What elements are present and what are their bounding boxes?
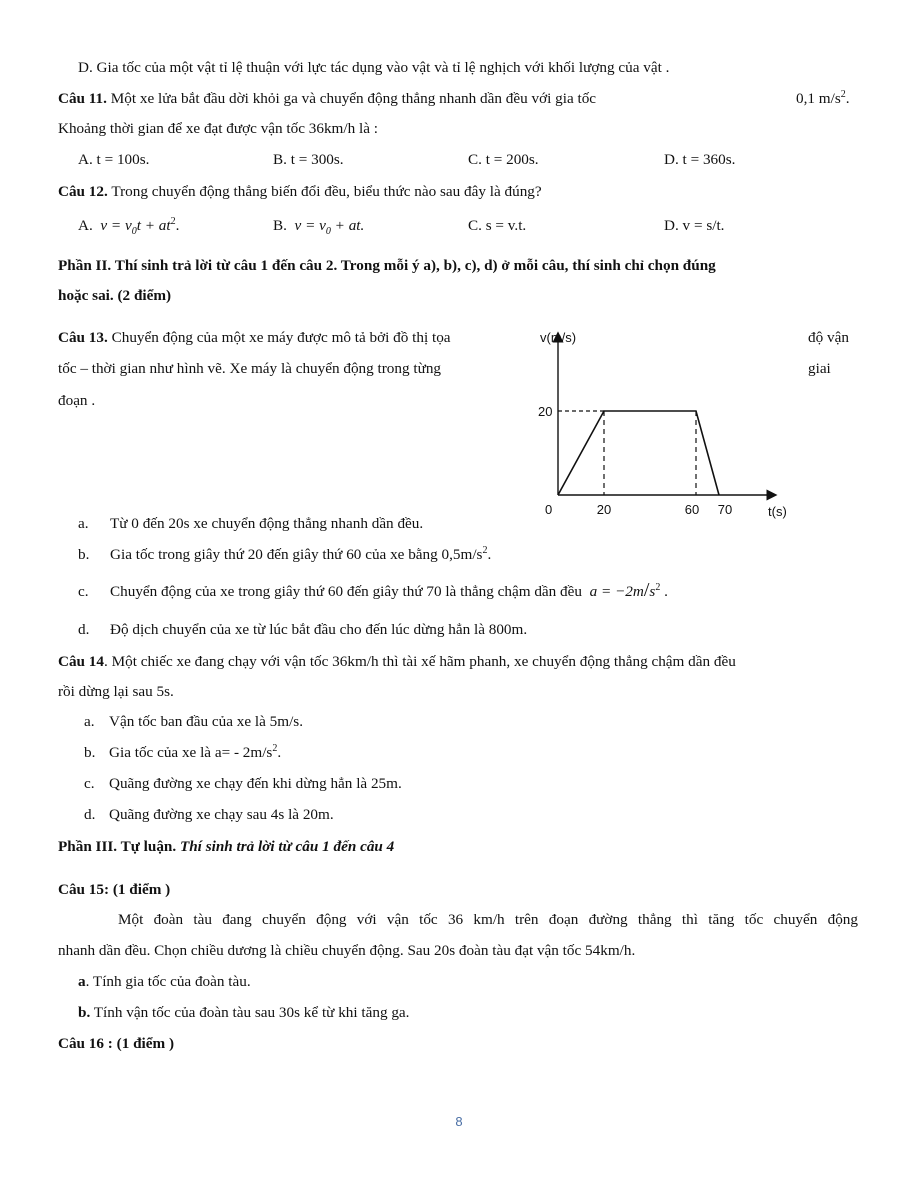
y-axis-label: v(m/s) <box>540 330 577 345</box>
q15-label: Câu 15: (1 điểm ) <box>58 881 171 898</box>
velocity-series-line <box>558 411 719 495</box>
q14-item-a: a. Vận tốc ban đầu của xe là 5m/s. <box>84 713 303 730</box>
q11-text: Một xe lửa bắt đầu dời khỏi ga và chuyển động thẳng nhanh dần đều với gia tốc <box>110 90 597 107</box>
q11-option-c: C. t = 200s. <box>468 151 539 168</box>
part2-heading-line1: Phần II. Thí sinh trả lời từ câu 1 đến câu 2. Trong mỗi ý a), b), c), d) ở mỗi câu, thí sinh chỉ chọn đúng <box>58 257 716 274</box>
q12-option-c: C. s = v.t. <box>468 217 527 234</box>
q14-item-c: c. Quãng đường xe chạy đến khi dừng hẳn là 25m. <box>84 775 402 792</box>
q11-label: Câu 11. <box>58 90 107 107</box>
q13-label: Câu 13. <box>58 329 108 346</box>
q14-stem-line1: Câu 14. Một chiếc xe đang chạy với vận tốc 36km/h thì tài xế hãm phanh, xe chuyển động thẳng chậm dần đều <box>58 653 736 670</box>
q15-item-a: a. Tính gia tốc của đoàn tàu. <box>78 973 251 990</box>
part3-heading: Phần III. Tự luận. Thí sinh trả lời từ câu 1 đến câu 4 <box>58 838 395 855</box>
q11-option-a: A. t = 100s. <box>78 151 150 168</box>
q11-option-d: D. t = 360s. <box>664 151 736 168</box>
q13-item-b: b. Gia tốc trong giây thứ 20 đến giây thứ 60 của xe bằng $0,5m/s^2$. <box>78 544 492 563</box>
q14-item-d: d. Quãng đường xe chạy sau 4s là 20m. <box>84 806 334 823</box>
q13-stem-line1: Câu 13. Chuyển động của một xe máy được mô tả bởi đồ thị tọa <box>58 329 451 346</box>
q12-stem <box>58 182 542 202</box>
q13-item-a: a. Từ 0 đến 20s xe chuyển động thẳng nhanh dần đều. <box>78 515 424 532</box>
q13-stem-line2: tốc – thời gian như hình vẽ. Xe máy là chuyển động trong từng <box>58 360 442 377</box>
q13-item-c: c. Chuyển động của xe trong giây thứ 60 đến giây thứ 70 là thẳng chậm dần đều $a = -2m/s^2$ . <box>78 579 668 601</box>
q11-line2: Khoảng thời gian để xe đạt được vận tốc 36km/h là : <box>58 120 378 137</box>
part2-heading-line2: hoặc sai. (2 điểm) <box>58 287 172 304</box>
q13-stem-line2-right: giai <box>808 360 831 377</box>
velocity-time-graph <box>520 325 810 525</box>
y-tick-label: 20 <box>538 404 553 419</box>
q12-label: Câu 12. <box>58 183 108 200</box>
q11-accel: 0,1 $m/s^2$. <box>796 88 850 107</box>
q14-item-b: b. Gia tốc của xe là $a= - 2m/s^2$. <box>84 742 282 761</box>
q16-label: Câu 16 : (1 điểm ) <box>58 1035 175 1052</box>
q13-stem-line1-right: độ vận <box>808 329 849 346</box>
q14-stem-line2: rồi dừng lại sau 5s. <box>58 683 174 700</box>
q15-text-line2: nhanh dần đều. Chọn chiều dương là chiều chuyển động. Sau 20s đoàn tàu đạt vận tốc 54km/h. <box>58 942 636 959</box>
x-tick-label: 60 <box>684 502 700 517</box>
q10-option-d: D. Gia tốc của một vật tỉ lệ thuận với lực tác dụng vào vật và tỉ lệ nghịch với khối lượng của vật . <box>78 59 670 76</box>
q13-stem-line3: đoạn . <box>58 392 96 409</box>
q12-option-b: B. $v = v_0$ + at. <box>273 217 365 238</box>
x-tick-label: 70 <box>717 502 733 517</box>
q15-item-b: b. Tính vận tốc của đoàn tàu sau 30s kể từ khi tăng ga. <box>78 1004 410 1021</box>
origin-label: 0 <box>545 502 553 517</box>
q14-label: Câu 14 <box>58 653 104 670</box>
x-axis-label: t(s) <box>768 504 787 519</box>
x-tick-label: 20 <box>596 502 612 517</box>
q11-option-b: B. t = 300s. <box>273 151 344 168</box>
q12-text: Trong chuyển động thẳng biến đổi đều, biểu thức nào sau đây là đúng? <box>111 183 542 200</box>
page-number: 8 <box>455 1114 463 1129</box>
q12-option-a: A. $v = v_0t + at^2$. <box>78 215 180 238</box>
q13-item-d: d. Độ dịch chuyển của xe từ lúc bắt đầu cho đến lúc dừng hẳn là 800m. <box>78 621 528 638</box>
q12-option-d: D. v = s/t. <box>664 217 725 234</box>
q11-stem <box>58 89 596 109</box>
q15-text-line1: Một đoàn tàu đang chuyển động với vận tốc 36 km/h trên đoạn đường thẳng thì tăng tốc chuyển động <box>118 911 858 928</box>
